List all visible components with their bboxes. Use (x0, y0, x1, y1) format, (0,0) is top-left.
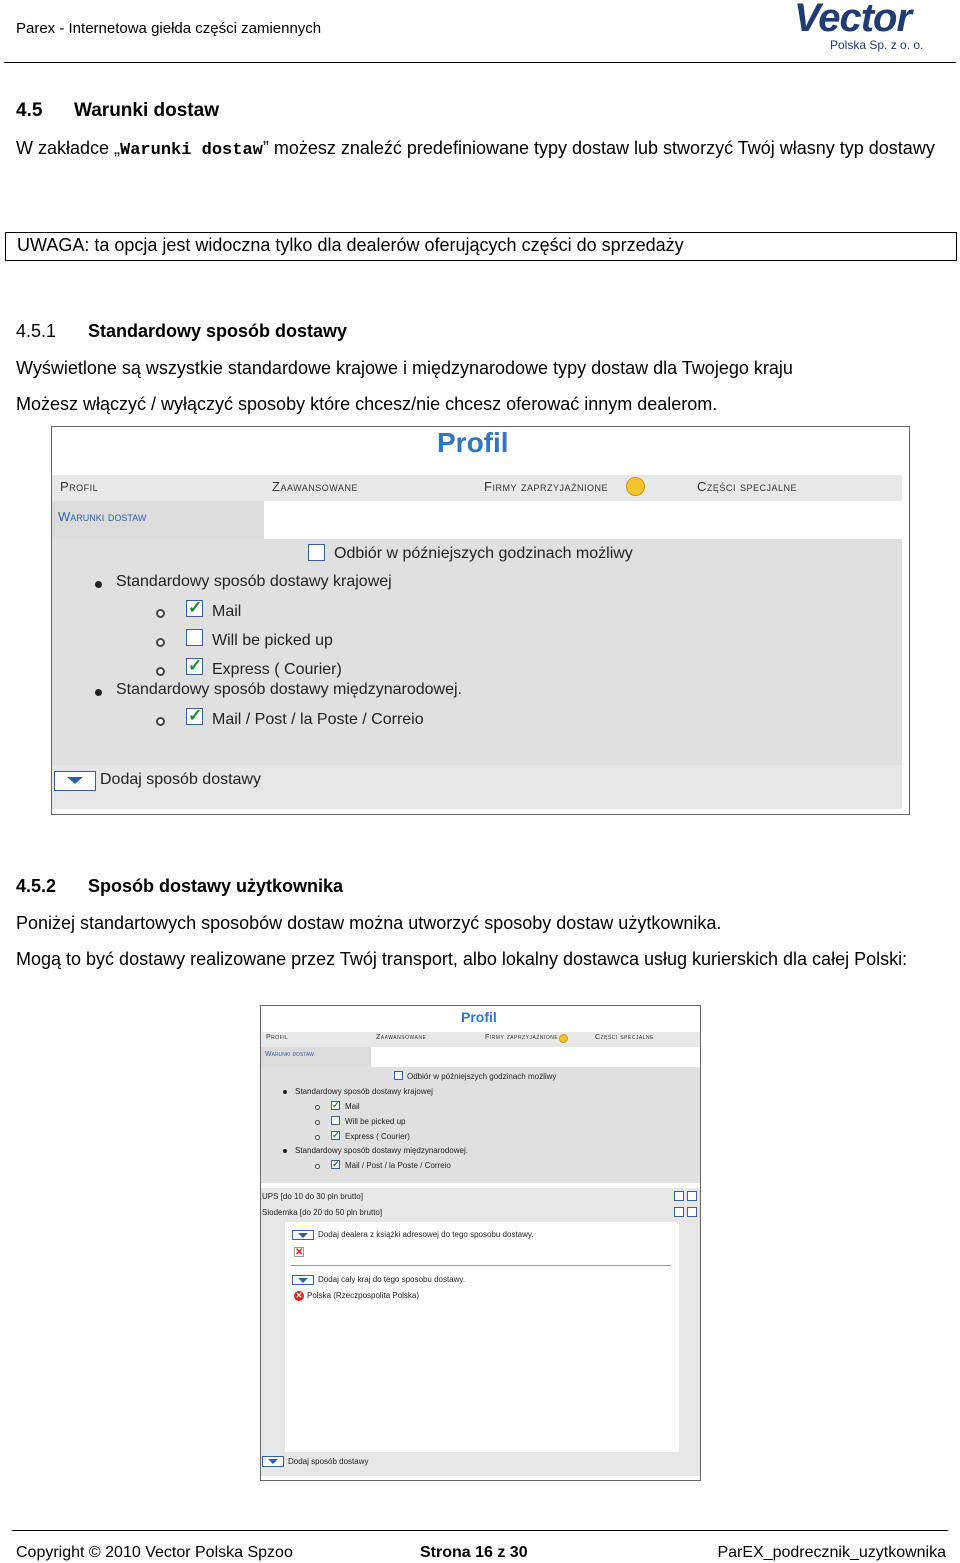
add-dealer-label[interactable]: Dodaj dealera z książki adresowej do tego sposobu dostawy. (318, 1230, 534, 1239)
tab-profil[interactable]: Profil (266, 1034, 289, 1041)
tab-row (52, 475, 902, 501)
sub-bullet-icon (156, 609, 165, 618)
header-rule (4, 62, 956, 63)
bullet-icon (95, 689, 102, 696)
sub-bullet-icon (315, 1120, 320, 1125)
sub-bullet-icon (156, 667, 165, 676)
intl-mail-label: Mail / Post / la Poste / Correio (345, 1161, 451, 1170)
add-method-bar (261, 1452, 701, 1476)
tab-firmy-zaprzyjaznione[interactable]: Firmy zaprzyjaźnione (485, 1034, 559, 1041)
subsection-2-number: 4.5.2 (16, 876, 57, 896)
add-method-dropdown[interactable] (54, 771, 96, 791)
subsection-2-title: Sposób dostawy użytkownika (88, 876, 344, 896)
siodemka-method: Siodemka [do 20 do 50 pln brutto] (262, 1208, 383, 1217)
intro-before: W zakładce „ (16, 138, 121, 158)
mail-label: Mail (212, 603, 242, 620)
bullet-icon (283, 1090, 287, 1094)
sub-bullet-icon (315, 1105, 320, 1110)
smiley-icon (559, 1034, 568, 1043)
pickup-label: Will be picked up (345, 1117, 406, 1126)
profil-logo: Profil (461, 1009, 497, 1025)
add-country-dropdown[interactable] (292, 1275, 314, 1285)
logo-word: Vector (794, 0, 912, 40)
vector-logo (794, 2, 944, 54)
subtab-warunki-dostaw[interactable]: Warunki dostaw (52, 501, 264, 539)
international-label: Standardowy sposób dostawy międzynarodowej. (295, 1146, 468, 1155)
intro-code: Warunki dostaw (120, 141, 263, 160)
sub-bullet-icon (315, 1164, 320, 1169)
section-number: 4.5 (16, 100, 43, 121)
tab-czesci-specjalne[interactable]: Części specjalne (595, 1034, 654, 1041)
late-pickup-checkbox[interactable] (308, 544, 325, 561)
subsection-1-title: Standardowy sposób dostawy (88, 321, 348, 341)
footer-document-name: ParEX_podrecznik_uzytkownika (717, 1544, 946, 1561)
warning-box: UWAGA: ta opcja jest widoczna tylko dla dealerów oferujących części do sprzedaży (5, 232, 957, 261)
subsection-1-heading (16, 321, 347, 342)
add-dealer-dropdown[interactable] (292, 1230, 314, 1240)
remove-icon[interactable]: ✕ (295, 1247, 304, 1258)
subsection-1-p1: Wyświetlone są wszystkie standardowe krajowe i międzynarodowe typy dostaw dla Twojego kraju (16, 358, 793, 378)
add-method-label[interactable]: Dodaj sposób dostawy (288, 1457, 369, 1466)
delivery-options-panel (261, 1067, 701, 1183)
edit-icon[interactable] (674, 1207, 684, 1217)
pickup-label: Will be picked up (212, 632, 333, 649)
mail-label: Mail (345, 1102, 360, 1111)
mail-checkbox[interactable]: ✓ (332, 1100, 340, 1110)
international-label: Standardowy sposób dostawy międzynarodowej. (116, 681, 462, 698)
domestic-label: Standardowy sposób dostawy krajowej (116, 573, 392, 590)
sub-bullet-icon (156, 717, 165, 726)
right-gutter (679, 1222, 701, 1452)
late-pickup-label: Odbiór w późniejszych godzinach możliwy (334, 545, 633, 562)
add-method-dropdown[interactable] (262, 1456, 284, 1467)
tab-czesci-specjalne[interactable]: Części specjalne (697, 479, 798, 494)
section-intro (16, 136, 936, 163)
subsection-2-p2: Mogą to być dostawy realizowane przez Twój transport, albo lokalny dostawca usług kurierskich dla całej Polski: (16, 949, 908, 969)
sub-bullet-icon (156, 638, 165, 647)
ups-method: UPS [do 10 do 30 pln brutto] (262, 1192, 363, 1201)
section-heading (16, 100, 219, 122)
subsection-1-number: 4.5.1 (16, 321, 57, 341)
footer-rule (12, 1530, 948, 1531)
express-checkbox[interactable]: ✓ (332, 1130, 340, 1140)
footer-copyright: Copyright © 2010 Vector Polska Spzoo (16, 1544, 293, 1561)
details-icon[interactable] (687, 1207, 697, 1217)
domestic-label: Standardowy sposób dostawy krajowej (295, 1087, 433, 1096)
bullet-icon (95, 581, 102, 588)
screenshot-standard-delivery (51, 426, 910, 815)
remove-country-icon[interactable]: ✕ (295, 1291, 303, 1300)
add-country-label[interactable]: Dodaj cały kraj do tego sposobu dostawy. (318, 1275, 466, 1284)
express-checkbox[interactable]: ✓ (188, 656, 203, 675)
tab-zaawansowane[interactable]: Zaawansowane (376, 1034, 427, 1041)
section-title: Warunki dostaw (74, 100, 219, 121)
edit-icon[interactable] (674, 1191, 684, 1201)
tab-zaawansowane[interactable]: Zaawansowane (272, 479, 358, 494)
subsection-1-p2: Możesz włączyć / wyłączyć sposoby które chcesz/nie chcesz oferować innym dealerom. (16, 394, 718, 414)
delivery-options-panel (52, 539, 902, 765)
smiley-icon (626, 477, 645, 496)
pickup-checkbox[interactable] (186, 629, 203, 646)
express-label: Express ( Courier) (212, 661, 342, 678)
intl-mail-checkbox[interactable]: ✓ (188, 706, 203, 725)
logo-subtitle: Polska Sp. z o. o. (830, 38, 924, 52)
footer-page-number: Strona 16 z 30 (420, 1544, 528, 1561)
bullet-icon (283, 1149, 287, 1153)
mail-checkbox[interactable]: ✓ (188, 598, 203, 617)
separator-line (291, 1265, 671, 1266)
tab-row (261, 1032, 701, 1047)
subsection-2-p1: Poniżej standartowych sposobów dostaw można utworzyć sposoby dostaw użytkownika. (16, 913, 722, 933)
intro-after: ” możesz znaleźć predefiniowane typy dostaw lub stworzyć Twój własny typ dostawy (262, 138, 935, 158)
left-gutter (261, 1222, 285, 1452)
late-pickup-label: Odbiór w późniejszych godzinach możliwy (407, 1072, 557, 1081)
pickup-checkbox[interactable] (331, 1116, 340, 1125)
user-methods-list (261, 1188, 701, 1222)
sub-bullet-icon (315, 1135, 320, 1140)
intl-mail-checkbox[interactable]: ✓ (332, 1159, 340, 1169)
express-label: Express ( Courier) (345, 1132, 410, 1141)
screenshot-user-delivery (260, 1005, 701, 1481)
late-pickup-checkbox[interactable] (394, 1071, 403, 1080)
intl-mail-label: Mail / Post / la Poste / Correio (212, 711, 424, 728)
details-icon[interactable] (687, 1191, 697, 1201)
subtab-warunki-dostaw[interactable]: Warunki dostaw (261, 1047, 371, 1067)
country-label: Polska (Rzeczpospolita Polska) (307, 1291, 420, 1300)
add-method-bar (52, 765, 902, 809)
profil-logo: Profil (437, 427, 509, 458)
tab-firmy-zaprzyjaznione[interactable]: Firmy zaprzyjaźnione (484, 479, 609, 494)
subsection-2-heading (16, 876, 343, 897)
document-header-title: Parex - Internetowa giełda części zamiennych (16, 20, 322, 37)
tab-profil[interactable]: Profil (60, 479, 99, 494)
add-method-label[interactable]: Dodaj sposób dostawy (100, 771, 261, 788)
